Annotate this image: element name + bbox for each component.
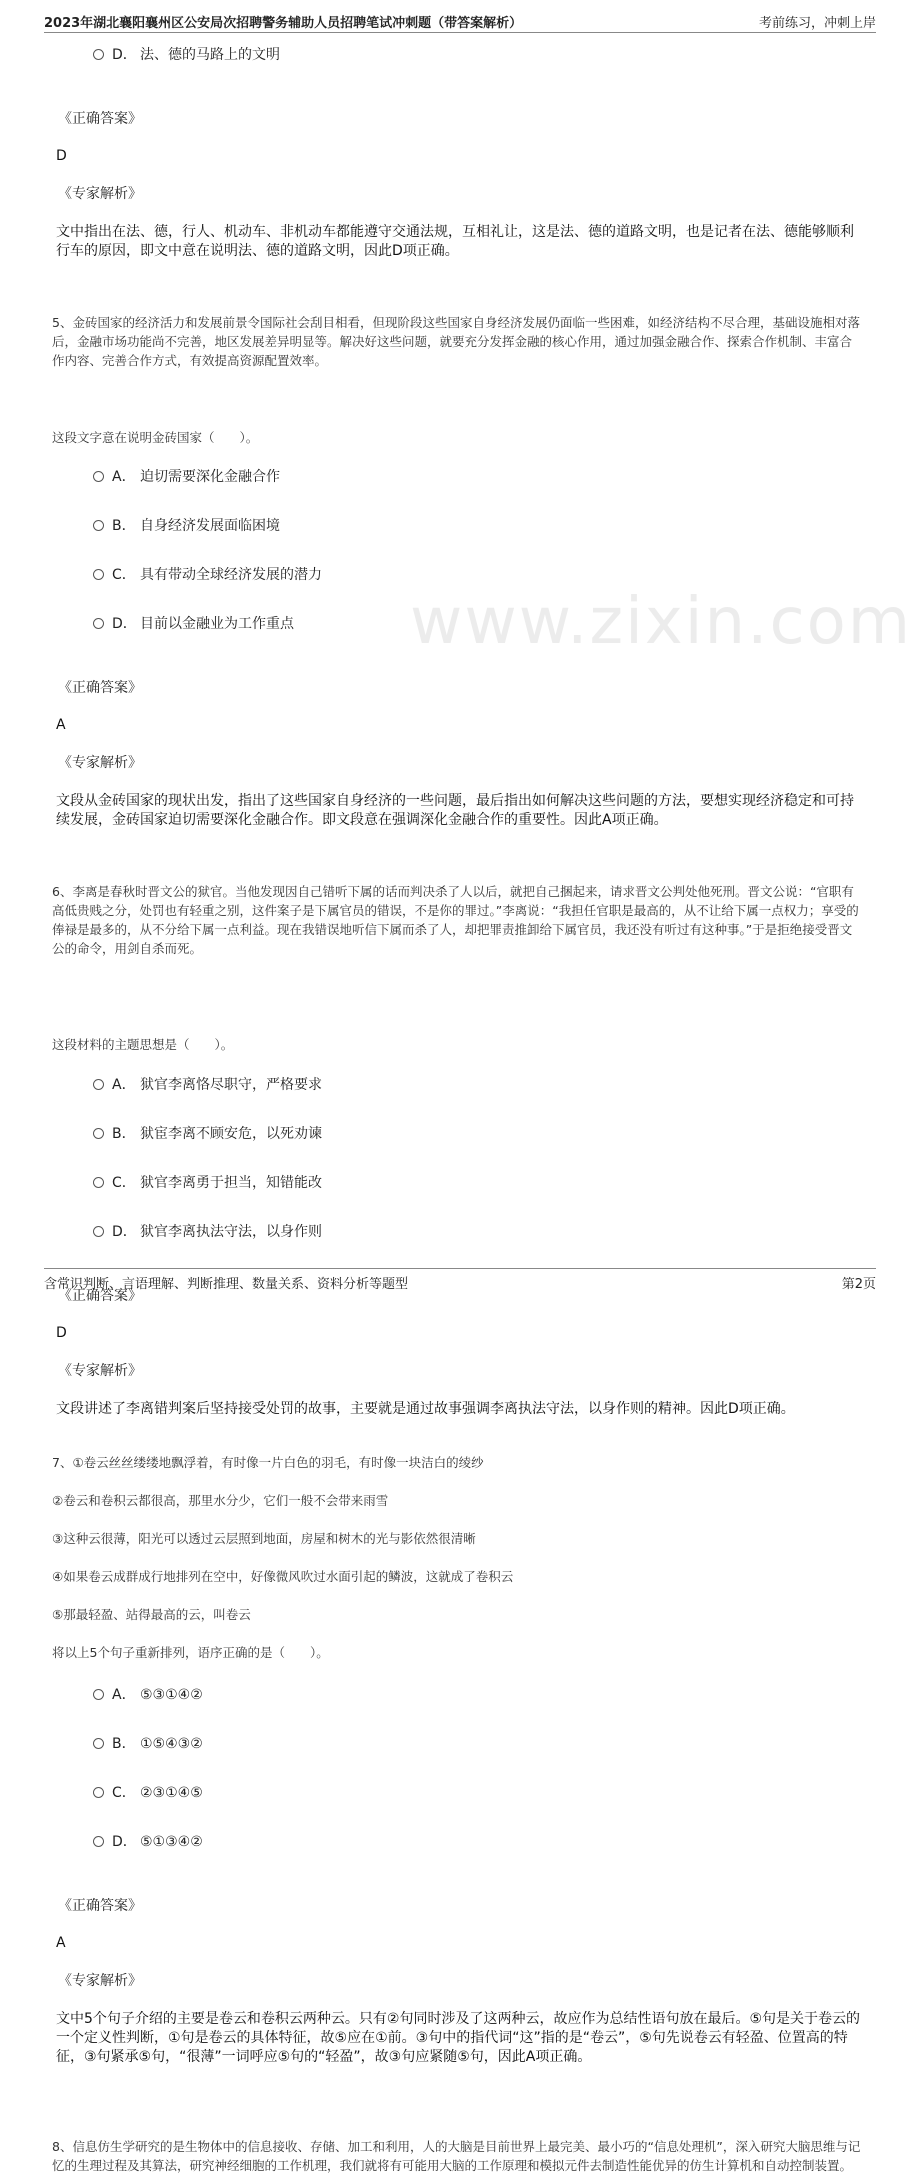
question-7-stem: 将以上5个句子重新排列，语序正确的是（ ）。	[52, 1645, 329, 1660]
question-7-line-3: ③这种云很薄，阳光可以透过云层照到地面，房屋和树木的光与影依然很清晰	[52, 1531, 476, 1546]
radio-icon[interactable]	[93, 520, 104, 531]
q6-option-a[interactable]: A． 狱官李离恪尽职守，严格要求	[93, 1074, 793, 1096]
q7-option-c[interactable]: C． ②③①④⑤	[93, 1782, 793, 1804]
radio-icon[interactable]	[93, 49, 104, 60]
q5-option-a[interactable]: A． 迫切需要深化金融合作	[93, 466, 793, 488]
question-7-line-2: ②卷云和卷积云都很高，那里水分少，它们一般不会带来雨雪	[52, 1493, 389, 1508]
radio-icon[interactable]	[93, 1836, 104, 1847]
answer-value: A	[56, 1935, 66, 1951]
radio-icon[interactable]	[93, 618, 104, 629]
explanation-text: 文中指出在法、德，行人、机动车、非机动车都能遵守交通法规，互相礼让，这是法、德的道路文明，也是记者在法、德能够顺利行车的原因，即文中意在说明法、德的道路文明，因此D项正确。	[56, 224, 854, 259]
question-5-text: 5、金砖国家的经济活力和发展前景令国际社会刮目相看，但现阶段这些国家自身经济发展仍面临一些困难，如经济结构不尽合理，基础设施相对落后，金融市场功能尚不完善，地区发展差异明显等。解决好这些问题，就要充分发挥金融的核心作用，通过加强金融合作、探索合作机制、丰富合作内容、完善合作方式，有效提高资源配置效率。	[52, 315, 860, 368]
q5-option-d[interactable]: D． 目前以金融业为工作重点	[93, 613, 793, 635]
question-6-text: 6、李离是春秋时晋文公的狱官。当他发现因自己错听下属的话而判决杀了人以后，就把自己捆起来，请求晋文公判处他死刑。晋文公说：“官职有高低贵贱之分，处罚也有轻重之别，这件案子是下属官员的错误，不是你的罪过。”李离说：“我担任官职是最高的，从不让给下属一点权力；享受的俸禄是最多的，从不分给下属一点利益。现在我错误地听信下属而杀了人，却把罪责推卸给下属官员，我还没有听过有这种事。”于是拒绝接受晋文公的命令，用剑自杀而死。	[52, 884, 859, 956]
footer-note: 含常识判断、言语理解、判断推理、数量关系、资料分析等题型	[44, 1277, 409, 1292]
answer-value: D	[56, 148, 67, 164]
radio-icon[interactable]	[93, 1226, 104, 1237]
answer-value: D	[56, 1325, 67, 1341]
answer-label: 《正确答案》	[58, 1898, 142, 1914]
q5-option-b[interactable]: B． 自身经济发展面临困境	[93, 515, 793, 537]
page-header	[44, 8, 876, 33]
question-8-text: 8、信息仿生学研究的是生物体中的信息接收、存储、加工和利用，人的大脑是目前世界上最完美、最小巧的“信息处理机”，深入研究大脑思维与记忆的生理过程及其算法，研究神经细胞的工作机理，我们就将有可能用大脑的工作原理和模拟元件去制造性能优异的仿生计算机和自动控制装置。	[52, 2139, 861, 2173]
radio-icon[interactable]	[93, 471, 104, 482]
answer-value: A	[56, 717, 66, 733]
radio-icon[interactable]	[93, 569, 104, 580]
q6-option-d[interactable]: D． 狱官李离执法守法，以身作则	[93, 1221, 793, 1243]
question-7-line-1: 7、①卷云丝丝缕缕地飘浮着，有时像一片白色的羽毛，有时像一块洁白的绫纱	[52, 1455, 484, 1470]
question-6-stem: 这段材料的主题思想是（ ）。	[52, 1037, 234, 1052]
question-7-line-5: ⑤那最轻盈、站得最高的云，叫卷云	[52, 1607, 251, 1622]
header-slogan: 考前练习，冲刺上岸	[758, 16, 876, 31]
explanation-label: 《专家解析》	[58, 1363, 142, 1379]
q6-option-c[interactable]: C． 狱官李离勇于担当，知错能改	[93, 1172, 793, 1194]
explanation-text: 文段从金砖国家的现状出发，指出了这些国家自身经济的一些问题，最后指出如何解决这些问题的方法，要想实现经济稳定和可持续发展，金砖国家迫切需要深化金融合作。即文段意在强调深化金融合作的重要性。因此A项正确。	[56, 793, 854, 828]
q7-option-d[interactable]: D． ⑤①③④②	[93, 1831, 793, 1853]
question-5-stem: 这段文字意在说明金砖国家（ ）。	[52, 430, 259, 445]
document-title: 2023年湖北襄阳襄州区公安局次招聘警务辅助人员招聘笔试冲刺题（带答案解析）	[44, 16, 523, 31]
radio-icon[interactable]	[93, 1079, 104, 1090]
page-number: 第2页	[841, 1277, 876, 1292]
answer-label: 《正确答案》	[58, 680, 142, 696]
answer-label: 《正确答案》	[58, 1288, 142, 1304]
answer-label: 《正确答案》	[58, 111, 142, 127]
q7-option-a[interactable]: A． ⑤③①④②	[93, 1684, 793, 1706]
q4-option-d[interactable]: D． 法、德的马路上的文明	[93, 44, 793, 66]
explanation-label: 《专家解析》	[58, 755, 142, 771]
radio-icon[interactable]	[93, 1689, 104, 1700]
watermark: www.zixin.com	[410, 585, 913, 659]
q7-option-b[interactable]: B． ①⑤④③②	[93, 1733, 793, 1755]
radio-icon[interactable]	[93, 1128, 104, 1139]
explanation-label: 《专家解析》	[58, 186, 142, 202]
q5-option-c[interactable]: C． 具有带动全球经济发展的潜力	[93, 564, 793, 586]
explanation-label: 《专家解析》	[58, 1973, 142, 1989]
question-7-line-4: ④如果卷云成群成行地排列在空中，好像微风吹过水面引起的鳞波，这就成了卷积云	[52, 1569, 514, 1584]
explanation-text: 文段讲述了李离错判案后坚持接受处罚的故事，主要就是通过故事强调李离执法守法，以身作则的精神。因此D项正确。	[56, 1401, 795, 1417]
radio-icon[interactable]	[93, 1787, 104, 1798]
radio-icon[interactable]	[93, 1177, 104, 1188]
q6-option-b[interactable]: B． 狱宦李离不顾安危，以死劝谏	[93, 1123, 793, 1145]
radio-icon[interactable]	[93, 1738, 104, 1749]
explanation-text: 文中5个句子介绍的主要是卷云和卷积云两种云。只有②句同时涉及了这两种云，故应作为总结性语句放在最后。⑤句是关于卷云的一个定义性判断，①句是卷云的具体特征，故⑤应在①前。③句中的指代词“这”指的是“卷云”，⑤句先说卷云有轻盈、位置高的特征，③句紧承⑤句，“很薄”一词呼应⑤句的“轻盈”，故③句应紧随⑤句，因此A项正确。	[56, 2011, 861, 2065]
